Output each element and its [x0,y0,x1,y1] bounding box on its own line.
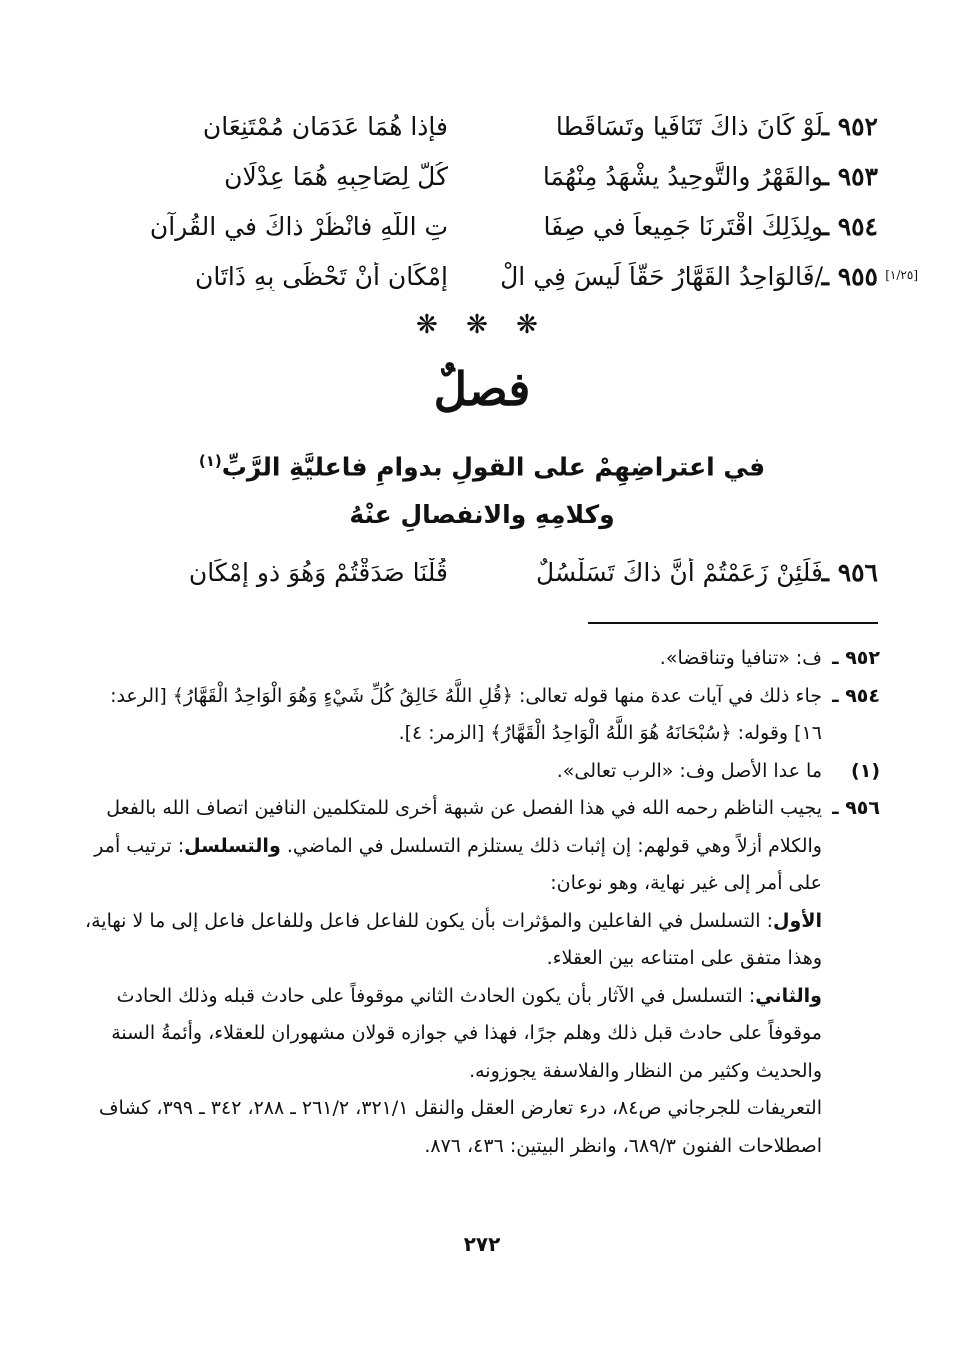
footnote-paragraph [80,1090,822,1165]
verse-955 [78,262,918,302]
verse-954 [78,212,918,252]
verse-second-hemistich: قُلْنَا صَدَقْتُمْ وَهُوَ ذو إمْكَانِ [188,558,448,587]
footnote-text: : التسلسل في الفاعلين والمؤثرات بأن يكون للفاعل فاعل وللفاعل فاعل إلى ما لا نهاية، وهذا متفق على امتناعه بين العقلاء. [84,909,822,969]
term-bold: والتسلسل [184,834,281,857]
verse-first-hemistich: ولِذَلِكَ اقْتَرنَا جَمِيعاً في صِفَا [543,212,823,241]
section-heading-line1 [0,452,964,481]
page-number: ٢٧٢ [463,1232,501,1256]
term-bold: والثاني [755,984,822,1007]
footnote-divider [588,622,878,624]
footnote-ref: (١) [851,759,880,782]
footnote-continuation [80,903,880,1166]
verse-first-hemistich: والقَهْرُ والتَّوحِيدُ يشْهَدُ مِنْهُمَا [542,162,823,191]
verse-first-hemistich: /فَالوَاحِدُ القَهَّارُ حَقّاً لَيسَ فِي الْ [500,262,823,291]
verse-second-hemistich: كُلٌّ لِصَاحِبِهِ هُمَا عِدْلَانِ [224,162,448,191]
verse-number: ٩٥٣ ـ [821,162,878,191]
manuscript-margin-ref: [١/٢٥] [885,268,918,282]
section-title: فصلٌ [433,362,531,416]
heading-text: في اعتراضِهِمْ على القولِ بدوامِ فاعليَّةِ الرَّبِّ [221,452,766,482]
verse-first-hemistich: فَلَئِنْ زَعَمْتُمْ أنَّ ذاكَ تَسَلْسُلٌ [536,558,823,587]
footnote-paragraph [80,978,822,1091]
footnote-ref: ٩٥٢ ـ [832,647,880,669]
section-heading-line2: وكلامِهِ والانفصالِ عنْهُ [349,500,615,529]
footnote-text: التعريفات للجرجاني ص٨٤، درء تعارض العقل والنقل ٣٢١/١، ٢٦١/٢ ـ ٢٨٨، ٣٤٢ ـ ٣٩٩، كشاف اصطلاحات الفنون ٦٨٩/٣، وانظر البيتين: ٤٣٦، ٨٧٦. [98,1097,822,1157]
verse-number: ٩٥٢ ـ [821,112,878,141]
footnote-paragraph [80,903,822,978]
footnote-paragraph: يجيب الناظم رحمه الله في هذا الفصل عن شبهة أخرى للمتكلمين النافين اتصاف الله بالفعل والكلام أزلاً وهي قولهم: إن إثبات ذلك يستلزم التسلسل في الماضي. والتسلسل: ترتيب أمر على أمر إلى غير نهاية، وهو نوعان: [94,797,822,894]
footnote-ref: ٩٥٤ ـ [832,684,880,707]
footnote-text: : التسلسل في الآثار بأن يكون الحادث الثاني موقوفاً على حادث قبله وذلك الحادث موقوفاً على حادث قبل ذلك وهلم جرًا، فهذا في جوازه قولان مشهوران للعقلاء، وأئمةُ السنة والحديث وكثير من النظار والفلاسفة يجوزونه. [111,984,822,1082]
verse-956 [78,558,918,598]
footnote [80,678,880,753]
verse-first-hemistich: لَوْ كَانَ ذاكَ تَنَافَيا وتَسَاقَطا [555,112,823,141]
footnote-text: جاء ذلك في آيات عدة منها قوله تعالى: ﴿قُلِ اللَّهُ خَالِقُ كُلِّ شَيْءٍ وَهُوَ الْوَاحِدُ الْقَهَّارُ﴾ [الرعد: ١٦] وقوله: ﴿سُبْحَانَهُ هُوَ اللَّهُ الْوَاحِدُ الْقَهَّارُ﴾ [الزمر: ٤]. [110,684,822,744]
footnote-text: ف: «تنافيا وتناقضا». [659,647,822,669]
footnote [80,790,880,903]
footnotes [80,640,880,1165]
footnote-text: ما عدا الأصل وف: «الرب تعالى». [556,759,822,782]
term-bold: الأول [773,909,822,932]
verse-second-hemistich: تِ اللَّهِ فانْظُرْ ذاكَ في القُرآنِ [149,212,448,241]
verse-second-hemistich: فإذا هُمَا عَدَمَانِ مُمْتَنِعَانِ [202,112,448,141]
verse-number: ٩٥٥ ـ [821,262,878,291]
section-separator: ❋ ❋ ❋ [416,310,548,340]
verse-952 [78,112,918,152]
footnote-marker: (١) [198,452,222,470]
verse-953 [78,162,918,202]
footnote-ref: ٩٥٦ ـ [832,797,880,819]
footnote [80,753,880,791]
verse-number: ٩٥٤ ـ [821,212,878,241]
verse-number: ٩٥٦ ـ [821,558,878,587]
verse-second-hemistich: إمْكَانِ أنْ تَحْظَى بِهِ ذَاتَانِ [194,262,448,291]
footnote [80,640,880,678]
